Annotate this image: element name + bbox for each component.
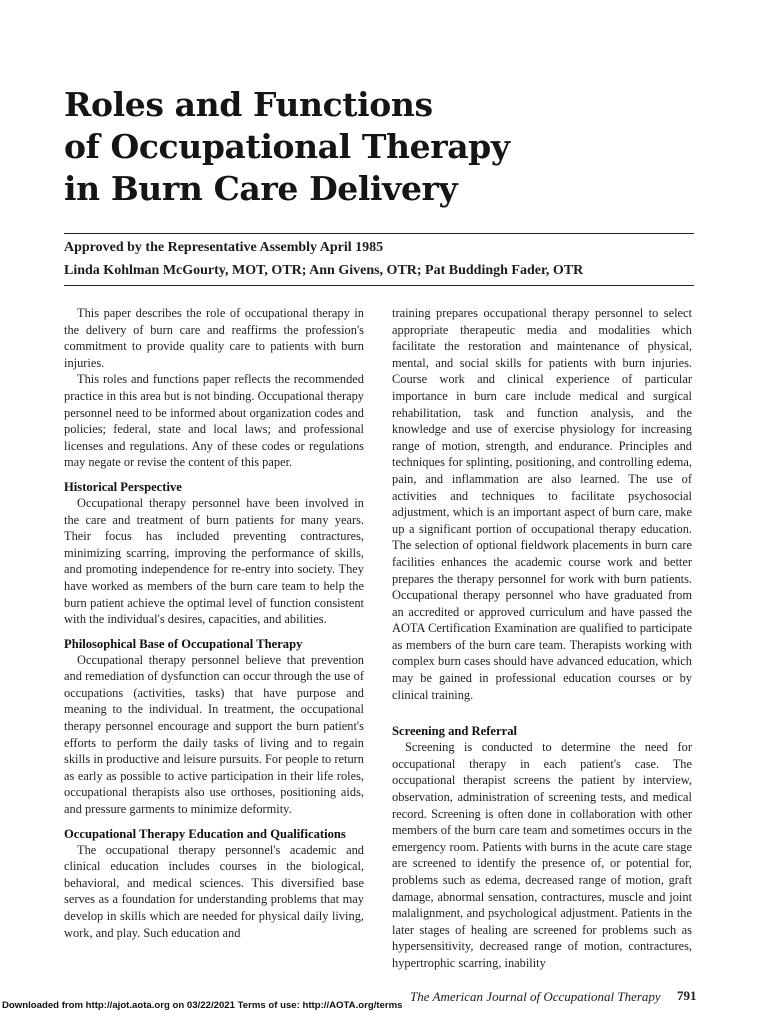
approval-line: Approved by the Representative Assembly April 1985 [64, 240, 384, 255]
title-line-2: of Occupational Therapy [64, 127, 510, 166]
article-title [64, 84, 704, 210]
screening-paragraph: Screening is conducted to determine the need for occupational therapy in each patient's case. The occupational therapist screens the patient by interview, observation, administration of screening tests, and medical record. Screening is often done in collaboration with other members of the burn care team and sometimes occurs in the emergency room. Patients with burns in the acute care stage are screened to identify the presence of, or potential for, problems such as edema, decreased range of motion, graft damage, abnormal sensation, contractures, muscle and joint malalignment, and psychological adjustment. Patients in the later stages of healing are screened for problems such as hypersensitivity, decreased range of motion, contractures, hypertrophic scarring, inability [392, 740, 692, 970]
journal-name: The American Journal of Occupational Therapy [410, 989, 661, 1004]
page-number: 791 [677, 988, 697, 1003]
left-column [64, 305, 364, 995]
screening-heading: Screening and Referral [392, 724, 517, 739]
education-paragraph: The occupational therapy personnel's academic and clinical education includes courses in the biological, behavioral, and medical sciences. This diversified base serves as a foundation for understanding problems that may develop in skills which are needed for physical daily living, work, and play. Such education and [64, 842, 364, 940]
title-line-1: Roles and Functions [64, 85, 433, 124]
intro-paragraph-1: This paper describes the role of occupational therapy in the delivery of burn care and reaffirms the profession's commitment to provide quality care to patients with burn injuries. [64, 306, 364, 370]
intro-paragraph-2: This roles and functions paper reflects the recommended practice in this area but is not binding. Occupational therapy personnel need to be informed about organization codes and policies; federal, state and local laws; and professional licenses and regulations. Any of these codes or regulations may negate or revise the content of this paper. [64, 372, 364, 470]
education-heading: Occupational Therapy Education and Qualifications [64, 826, 346, 841]
byline-rule [64, 285, 694, 286]
author-line: Linda Kohlman McGourty, MOT, OTR; Ann Givens, OTR; Pat Buddingh Fader, OTR [64, 263, 584, 278]
philosophical-paragraph: Occupational therapy personnel believe that prevention and remediation of dysfunction can occur through the use of occupations (activities, tasks) that have purpose and meaning to the individual. In treatment, the occupational therapy personnel encourage and support the burn patient's efforts to perform the daily tasks of living and to regain skills in productive and leisure pursuits. For people to return as early as possible to active participation in their life roles, occupational therapists also use orthoses, positioning aids, and pressure garments to minimize deformity. [64, 652, 364, 817]
title-line-3: in Burn Care Delivery [64, 169, 458, 208]
right-column [392, 305, 692, 995]
download-notice: Downloaded from http://ajot.aota.org on 03/22/2021 Terms of use: http://AOTA.org/terms [2, 1000, 403, 1011]
philosophical-heading: Philosophical Base of Occupational Therapy [64, 636, 303, 651]
top-rule [64, 233, 694, 234]
education-continued-paragraph: training prepares occupational therapy personnel to select appropriate therapeutic media and modalities which facilitate the restoration and maintenance of physical, mental, and social skills for patients with burn injuries. Course work and clinical experience of particular importance in burn care include medical and surgical rehabilitation, task and function analysis, and the knowledge and use of exercise physiology for increasing range of motion, strength, and endurance. Principles and techniques for splinting, positioning, and controlling edema, pain, and inflammation are also learned. The use of activities and techniques to facilitate psychosocial adjustment, which is an important aspect of burn care, make up a significant portion of occupational therapy education. The selection of optional fieldwork placements in burn care facilities enhances the academic course work and better prepares the therapy personnel for work with burn patients. Occupational therapy personnel who have graduated from an accredited or approved curriculum and have passed the AOTA Certification Examination are qualified to participate as members of the burn care team. Therapists working with complex burn cases should have advanced education, which may be gained in professional education courses or by clinical training. [392, 306, 692, 702]
historical-paragraph: Occupational therapy personnel have been involved in the care and treatment of burn patients for many years. Their focus has included preventing contractures, minimizing scarring, improving the performance of skills, and promoting independence for re-entry into society. They have worked as members of the burn care team to help the burn patient achieve the optimal level of function consistent with the individual's desires, capacities, and abilities. [64, 495, 364, 627]
historical-heading: Historical Perspective [64, 479, 182, 494]
